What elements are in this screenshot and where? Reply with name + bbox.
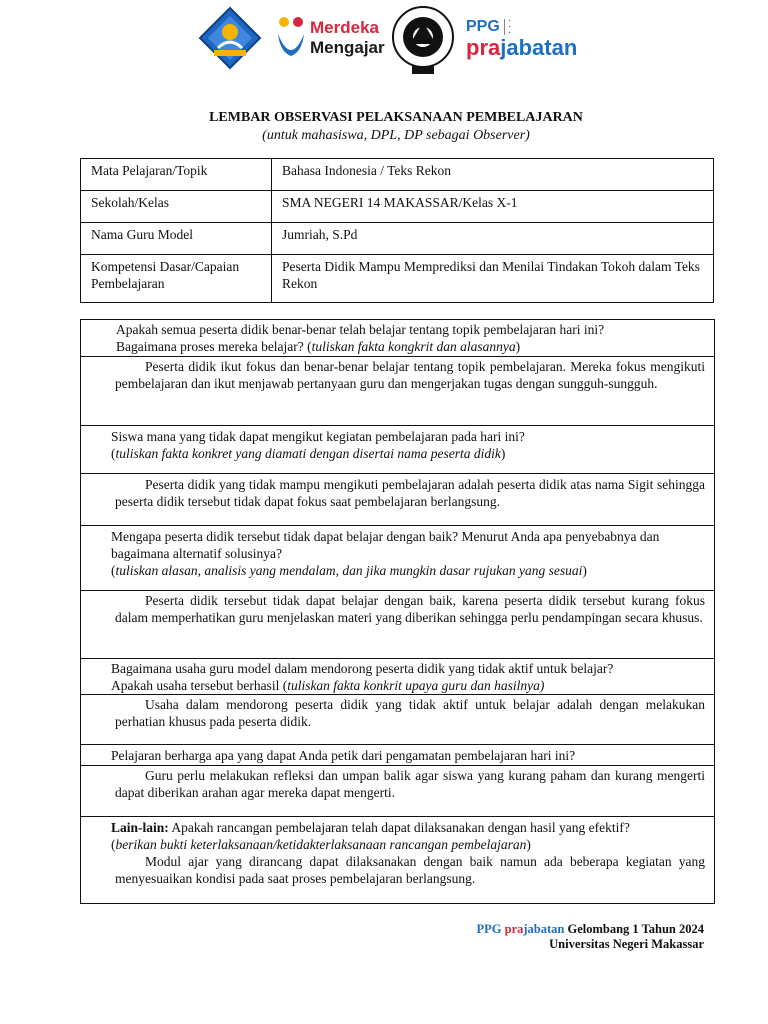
question-text: Mengapa peserta didik tersebut tidak dapat belajar dengan baik? Menurut Anda apa penyebabnya dan bagaimana alternatif solusinya? — [111, 529, 660, 561]
divider — [81, 744, 714, 745]
divider — [81, 816, 714, 817]
question-text: Apakah semua peserta didik benar-benar telah belajar tentang topik pembelajaran hari ini? — [116, 322, 605, 337]
info-table — [80, 158, 714, 303]
footer-university: Universitas Negeri Makassar — [549, 937, 704, 951]
info-value: Bahasa Indonesia / Teks Rekon — [272, 159, 714, 191]
answer-text: Usaha dalam mendorong peserta didik yang tidak aktif untuk belajar adalah dengan melakukan perhatian khusus pada peserta didik. — [115, 697, 705, 729]
answer-text: Guru perlu melakukan refleksi dan umpan balik agar siswa yang kurang paham dan kurang mengerti dapat diberikan arahan agar mereka dapat mengerti. — [115, 768, 705, 800]
footer-pra: pra — [504, 922, 524, 936]
observation-box — [80, 319, 715, 904]
divider — [81, 525, 714, 526]
footer-wave: Gelombang 1 Tahun 2024 — [564, 922, 704, 936]
question-1 — [116, 321, 706, 355]
merdeka-text: Merdeka — [310, 18, 379, 37]
document-subtitle: (untuk mahasiswa, DPL, DP sebagai Observer) — [262, 128, 530, 143]
answer-text: Peserta didik yang tidak mampu mengikuti pembelajaran adalah peserta didik atas nama Sigit sehingga peserta didik tersebut tidak dapat fokus saat pembelajaran berlangsung. — [115, 477, 705, 509]
ppg-tagline-mark: ▪ ▪ ▪ — [508, 18, 511, 36]
mengajar-text: Mengajar — [310, 38, 385, 57]
info-value: Jumriah, S.Pd — [272, 223, 714, 255]
answer-text: Peserta didik ikut fokus dan benar-benar belajar tentang topik pembelajaran. Mereka fokus mengikuti pembelajaran dan ikut menjawab pertanyaan guru dan mengerjakan tugas dengan sungguh-sungguh. — [115, 359, 705, 391]
ppg-logo-jabatan: jabatan — [500, 35, 578, 60]
divider — [81, 694, 714, 695]
info-label: Nama Guru Model — [81, 223, 272, 255]
divider — [81, 425, 714, 426]
ppg-prajabatan-logo — [466, 18, 584, 64]
info-value: SMA NEGERI 14 MAKASSAR/Kelas X-1 — [272, 191, 714, 223]
info-label: Kompetensi Dasar/Capaian Pembelajaran — [81, 255, 272, 303]
divider — [81, 356, 714, 357]
divider — [81, 658, 714, 659]
info-value: Peserta Didik Mampu Memprediksi dan Menilai Tindakan Tokoh dalam Teks Rekon — [272, 255, 714, 303]
document-title: LEMBAR OBSERVASI PELAKSANAAN PEMBELAJARAN — [209, 110, 583, 125]
question-6 — [111, 819, 711, 853]
answer-5 — [115, 767, 705, 801]
question-instruction: Bagaimana proses mereka belajar? (tuliskan fakta kongkrit dan alasannya) — [116, 339, 521, 354]
question-5 — [111, 747, 706, 764]
info-row — [81, 255, 714, 303]
question-3 — [111, 528, 671, 579]
info-row — [81, 191, 714, 223]
ppg-logo-word: PPG — [466, 18, 500, 35]
answer-4 — [115, 696, 705, 730]
question-2 — [111, 428, 706, 462]
merdeka-mengajar-icon — [274, 14, 308, 60]
answer-3 — [115, 592, 705, 626]
info-row — [81, 159, 714, 191]
answer-text: Peserta didik tersebut tidak dapat belajar dengan baik, karena peserta didik tersebut kurang fokus dalam memperhatikan guru menjelaskan materi yang diberikan sehingga perlu pendampingan secara khusus. — [115, 593, 705, 625]
footer — [477, 922, 705, 952]
tut-wuri-handayani-icon — [196, 6, 264, 70]
question-instruction: (berikan bukti keterlaksanaan/ketidakterlaksanaan rancangan pembelajaran) — [111, 837, 531, 852]
divider — [81, 765, 714, 766]
answer-6 — [115, 853, 705, 887]
question-4 — [111, 660, 706, 694]
logo-bar — [196, 4, 586, 76]
merdeka-mengajar-logo — [274, 14, 384, 64]
info-row — [81, 223, 714, 255]
question-text: Lain-lain: Apakah rancangan pembelajaran telah dapat dilaksanakan dengan hasil yang efektif? — [111, 820, 630, 835]
unm-seal-icon — [390, 4, 456, 76]
ppg-logo-pra: pra — [466, 35, 501, 60]
question-instruction: (tuliskan alasan, analisis yang mendalam, dan jika mungkin dasar rujukan yang sesuai) — [111, 563, 587, 578]
question-text: Bagaimana usaha guru model dalam mendorong peserta didik yang tidak aktif untuk belajar? — [111, 661, 614, 676]
question-text: Pelajaran berharga apa yang dapat Anda petik dari pengamatan pembelajaran hari ini? — [111, 748, 576, 763]
info-label: Mata Pelajaran/Topik — [81, 159, 272, 191]
answer-1 — [115, 358, 705, 392]
footer-jabatan: jabatan — [523, 922, 565, 936]
question-instruction: Apakah usaha tersebut berhasil (tuliskan fakta konkrit upaya guru dan hasilnya) — [111, 678, 545, 693]
question-instruction: (tuliskan fakta konkret yang diamati dengan disertai nama peserta didik) — [111, 446, 506, 461]
question-text: Siswa mana yang tidak dapat mengikut kegiatan pembelajaran pada hari ini? — [111, 429, 525, 444]
answer-2 — [115, 476, 705, 510]
footer-line-1 — [477, 922, 705, 937]
ppg-divider — [504, 19, 505, 35]
divider — [81, 590, 714, 591]
answer-text: Modul ajar yang dirancang dapat dilaksanakan dengan baik namun ada beberapa kegiatan yang menyesuaikan kondisi pada saat proses pembelajaran berlangsung. — [115, 854, 705, 886]
footer-ppg: PPG — [476, 922, 502, 936]
info-label: Sekolah/Kelas — [81, 191, 272, 223]
divider — [81, 473, 714, 474]
